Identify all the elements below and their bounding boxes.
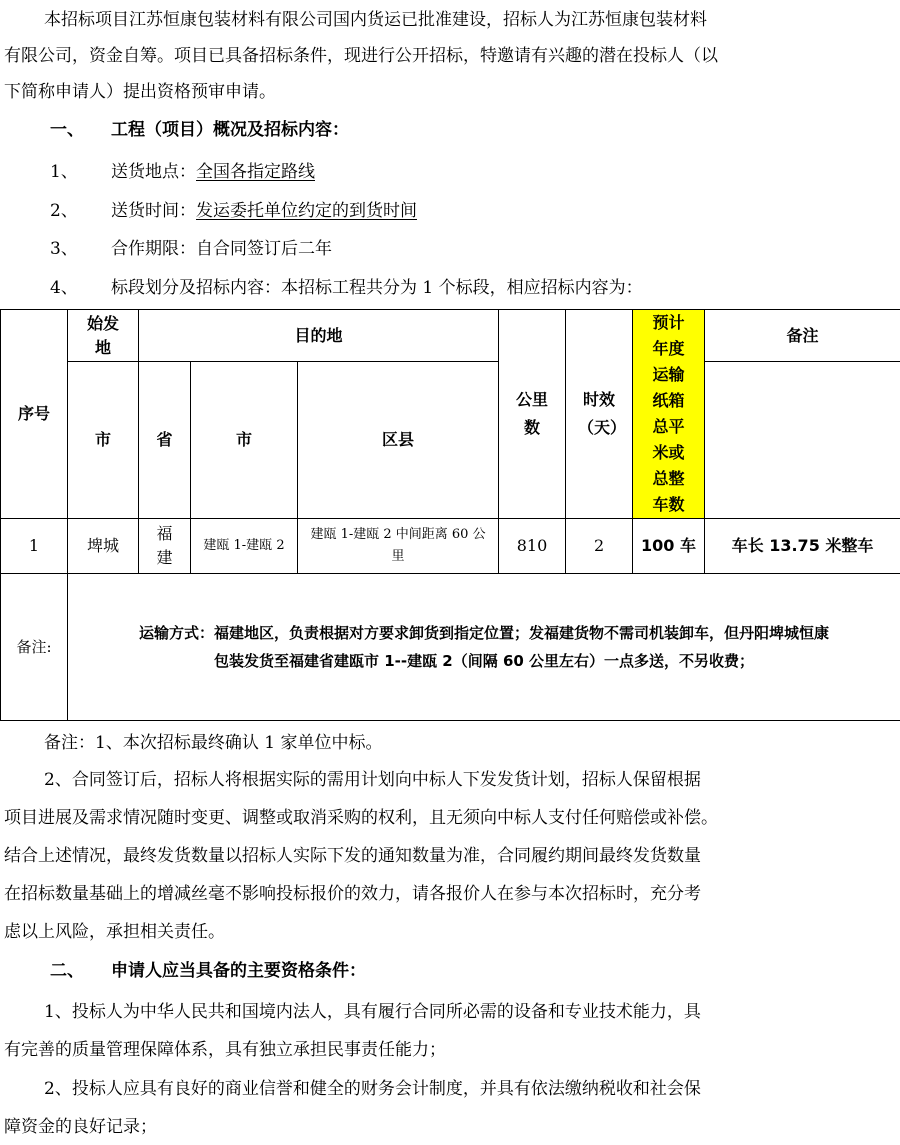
header-province: 省	[139, 362, 191, 519]
cell-dest-city	[191, 519, 298, 574]
item-content	[111, 237, 332, 261]
note-2-line-1: 2、合同签订后，招标人将根据实际的需用计划向中标人下发发货计划，招标人保留根据	[44, 770, 701, 790]
cell-province-text: 福建	[156, 524, 173, 567]
section1-number: 一、	[50, 120, 84, 140]
header-origin	[68, 310, 139, 362]
cell-dest-city-text: 建瓯 1-建瓯 2	[203, 538, 285, 553]
note-2-line-4: 在招标数量基础上的增减丝毫不影响投标报价的效力，请各报价人在参与本次招标时，充分考	[4, 884, 701, 904]
item-value: 全国各指定路线	[196, 162, 315, 182]
table-note-row	[1, 574, 900, 721]
header-destination: 目的地	[139, 310, 499, 362]
cell-remark: 车长 13.75 米整车	[705, 519, 900, 574]
note-2-line-5: 虑以上风险，承担相关责任。	[4, 922, 225, 942]
header-remark: 备注	[705, 310, 900, 362]
note-line-1: 运输方式：福建地区，负责根据对方要求卸货到指定位置；发福建货物不需司机装卸车，但丹阳埤城恒康	[139, 624, 830, 642]
cell-seq: 1	[1, 519, 68, 574]
section2-title: 申请人应当具备的主要资格条件：	[111, 961, 366, 981]
note-2-line-3: 结合上述情况，最终发货数量以招标人实际下发的通知数量为准，合同履约期间最终发货数量	[4, 846, 701, 866]
note-label: 备注:	[1, 574, 68, 721]
intro-line-3: 下简称申请人）提出资格预审申请。	[4, 82, 276, 102]
item-number: 1、	[50, 162, 78, 182]
cell-origin-city: 埤城	[68, 519, 139, 574]
section2-item-1-line-1: 1、投标人为中华人民共和国境内法人，具有履行合同所必需的设备和专业技术能力，具	[44, 1002, 701, 1022]
item-number: 4、	[50, 278, 78, 298]
note-body	[68, 574, 900, 721]
item-value: 本招标工程共分为 1 个标段，相应招标内容为：	[281, 278, 643, 298]
cell-volume: 100 车	[633, 519, 705, 574]
intro-line-1: 本招标项目江苏恒康包装材料有限公司国内货运已批准建设，招标人为江苏恒康包装材料	[44, 10, 707, 30]
section2-item-1-line-2: 有完善的质量管理保障体系，具有独立承担民事责任能力；	[4, 1040, 446, 1060]
header-volume-label: 预计年度运输纸箱总平米或总整车数	[652, 313, 685, 514]
item-number: 3、	[50, 239, 78, 259]
header-city: 市	[68, 362, 139, 519]
header-km-label: 公里数	[516, 390, 549, 437]
header-volume	[633, 310, 705, 519]
section2-number: 二、	[50, 961, 84, 981]
header-remark-blank	[705, 362, 900, 519]
section2-item-2-line-2: 障资金的良好记录；	[4, 1117, 157, 1137]
header-seq: 序号	[1, 310, 68, 519]
header-days	[566, 310, 633, 519]
cell-district-text: 建瓯 1-建瓯 2 中间距离 60 公里	[310, 527, 486, 564]
table-row	[1, 519, 900, 574]
intro-line-2: 有限公司，资金自筹。项目已具备招标条件，现进行公开招标，特邀请有兴趣的潜在投标人（以	[4, 46, 718, 66]
header-dest-city: 市	[191, 362, 298, 519]
item-value: 发运委托单位约定的到货时间	[196, 201, 417, 221]
item-label: 送货时间：	[111, 201, 196, 221]
item-value: 自合同签订后二年	[196, 239, 332, 259]
item-label: 标段划分及招标内容：	[111, 278, 281, 298]
header-district: 区县	[298, 362, 499, 519]
cell-province	[139, 519, 191, 574]
item-label: 送货地点：	[111, 162, 196, 182]
header-origin-label: 始发地	[86, 313, 119, 357]
header-days-label: 时效（天）	[578, 390, 627, 437]
item-content	[111, 160, 315, 184]
note-1: 备注：1、本次招标最终确认 1 家单位中标。	[44, 733, 383, 753]
header-km	[499, 310, 566, 519]
bid-table	[0, 309, 900, 721]
section2-item-2-line-1: 2、投标人应具有良好的商业信誉和健全的财务会计制度，并具有依法缴纳税收和社会保	[44, 1079, 701, 1099]
section1-title: 工程（项目）概况及招标内容：	[111, 120, 349, 140]
item-content	[111, 199, 417, 223]
item-number: 2、	[50, 201, 78, 221]
item-content	[111, 276, 643, 300]
cell-km: 810	[499, 519, 566, 574]
item-label: 合作期限：	[111, 239, 196, 259]
note-line-2: 包装发货至福建省建瓯市 1--建瓯 2（间隔 60 公里左右）一点多送，不另收费；	[213, 652, 755, 670]
cell-district	[298, 519, 499, 574]
cell-days: 2	[566, 519, 633, 574]
note-2-line-2: 项目进展及需求情况随时变更、调整或取消采购的权利，且无须向中标人支付任何赔偿或补偿。	[4, 808, 718, 828]
